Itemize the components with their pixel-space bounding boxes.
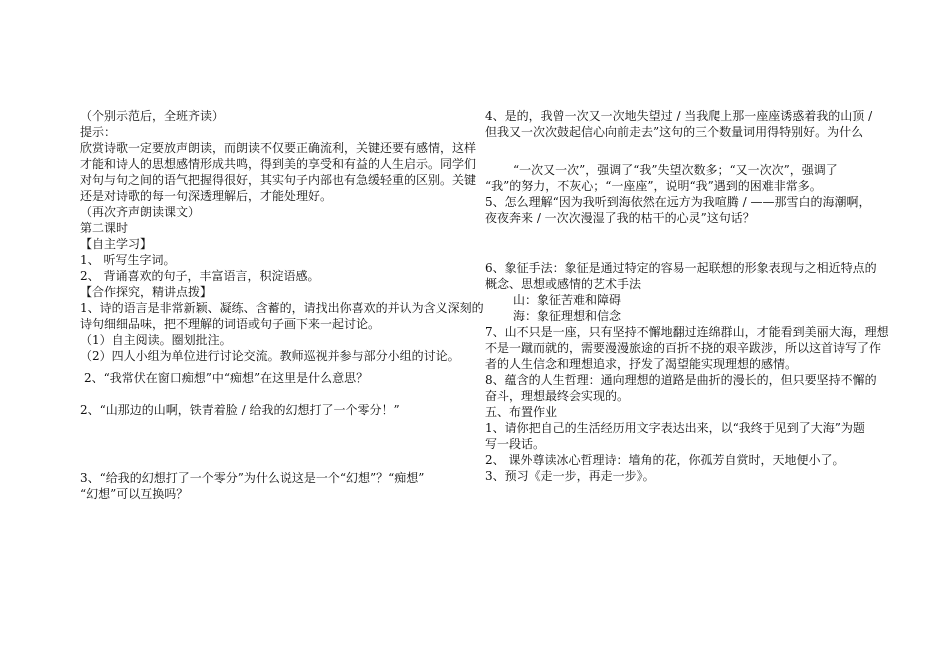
text-line: 4、是的，我曾一次又一次地失望过 / 当我爬上那一座座诱惑着我的山顶 / — [485, 109, 873, 123]
text-line: 8、蕴含的人生哲理：通向理想的道路是曲折的漫长的，但只要坚持不懈的 — [485, 373, 877, 387]
text-line: 写一段话。 — [485, 437, 546, 451]
text-line: 夜夜奔来 / 一次次漫湿了我的枯干的心灵”这句话？ — [485, 211, 755, 225]
text-line: 2、 课外尊读冰心哲理诗：墙角的花，你孤芳自赏时，天地便小了。 — [485, 453, 845, 467]
section-heading: 【合作探究，精讲点拨】 — [80, 285, 213, 299]
text-line: （再次齐声朗读课文） — [80, 205, 201, 219]
text-line: 欣赏诗歌一定要放声朗读，而朗读不仅要正确流利，关键还要有感情，这样 — [80, 141, 477, 155]
question-line: “幻想”可以互换吗？ — [80, 487, 189, 501]
left-column — [80, 108, 484, 502]
text-line: （2）四人小组为单位进行讨论交流。教师巡视并参与部分小组的讨论。 — [80, 349, 460, 363]
text-line: 者的人生信念和理想追求，抒发了渴望能实现理想的感情。 — [485, 357, 798, 371]
text-line: 概念、思想或感情的艺术手法 — [485, 277, 642, 291]
text-line: 不是一蹴而就的，需要漫漫旅途的百折不挠的艰辛跋涉，所以这首诗写了作 — [485, 341, 882, 355]
symbol-line: 山：象征苦难和障碍 — [513, 293, 622, 307]
text-line: 但我又一次次鼓起信心向前走去”这句的三个数量词用得特别好。为什么 — [485, 125, 864, 139]
text-line: 7、山不只是一座，只有坚持不懈地翻过连绵群山，才能看到美丽大海，理想 — [485, 325, 889, 339]
answer-line: “我”的努力，不灰心；“一座座”，说明“我”遇到的困难非常多。 — [485, 179, 822, 193]
text-line: 1、诗的语言是非常新颖、凝练、含蓄的，请找出你喜欢的并认为含义深刻的 — [80, 301, 484, 315]
section-title: 第二课时 — [80, 221, 129, 235]
text-line: 奋斗，理想最终会实现的。 — [485, 389, 630, 403]
text-line: 2、 背诵喜欢的句子，丰富语言，积淀语感。 — [80, 269, 320, 283]
text-line: （1）自主阅读。圈划批注。 — [80, 333, 232, 347]
text-line: 1、 听写生字词。 — [80, 253, 176, 267]
question-line: 2、“山那边的山啊，铁青着脸 / 给我的幻想打了一个零分！” — [80, 403, 400, 417]
question-line: 3、“给我的幻想打了一个零分”为什么说这是一个“幻想”？“痴想” — [80, 471, 425, 485]
text-line: 才能和诗人的思想感情形成共鸣，得到美的享受和有益的人生启示。同学们 — [80, 157, 477, 171]
text-line: 提示： — [80, 125, 117, 139]
question-line: 2、“我常伏在窗口痴想”中“痴想”在这里是什么意思？ — [84, 371, 369, 385]
section-heading: 五、布置作业 — [485, 405, 558, 419]
text-line: 对句与句之间的语气把握得很好，其实句子内部也有急缓轻重的区别。关键 — [80, 173, 477, 187]
text-line: （个别示范后，全班齐读） — [80, 109, 225, 123]
text-line: 诗句细细品味，把不理解的词语或句子画下来一起讨论。 — [80, 317, 381, 331]
text-line: 3、预习《走一步，再走一步》。 — [485, 469, 655, 483]
section-heading: 【自主学习】 — [80, 237, 153, 251]
answer-line: “一次又一次”，强调了“我”失望次数多；“又一次次”，强调了 — [513, 163, 838, 177]
right-column — [485, 108, 889, 484]
text-line: 还是对诗歌的每一句深透理解后，才能处理好。 — [80, 189, 333, 203]
text-line: 5、怎么理解“因为我听到海依然在远方为我喧腾 / ——那雪白的海潮啊， — [485, 195, 871, 209]
text-line: 6、象征手法：象征是通过特定的容易一起联想的形象表现与之相近特点的 — [485, 261, 877, 275]
text-line: 1、请你把自己的生活经历用文字表达出来，以“我终于见到了大海”为题 — [485, 421, 865, 435]
symbol-line: 海：象征理想和信念 — [513, 309, 622, 323]
